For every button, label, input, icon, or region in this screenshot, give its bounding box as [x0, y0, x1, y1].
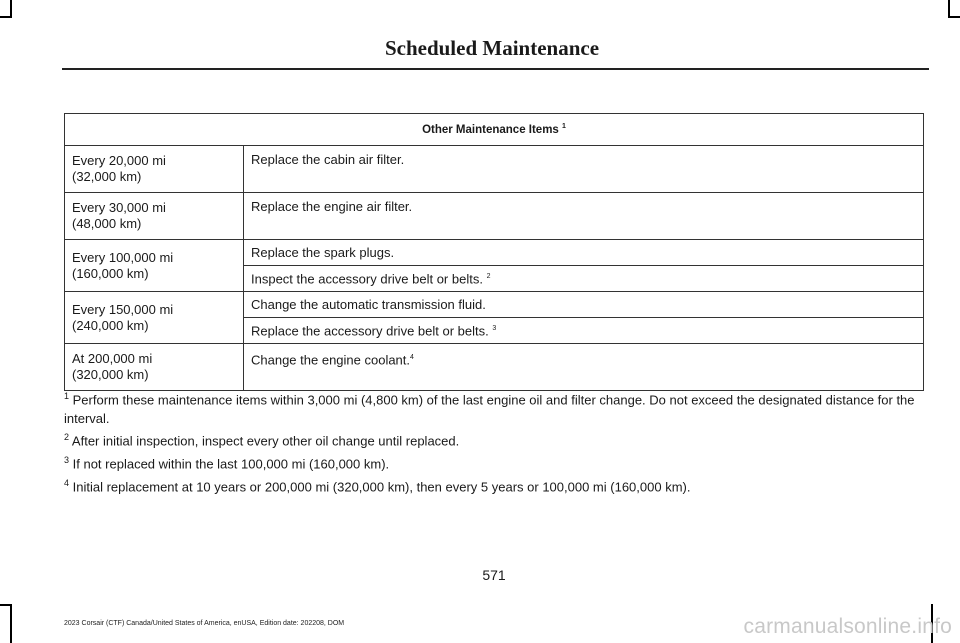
action-cell — [244, 146, 924, 193]
footer-edition-text: 2023 Corsair (CTF) Canada/United States of America, enUSA, Edition date: 202208, DOM — [64, 620, 345, 627]
footnote-text: After initial inspection, inspect every other oil change until replaced. — [71, 433, 460, 449]
crop-mark — [0, 16, 12, 18]
interval-km: (240,000 km) — [72, 317, 149, 333]
footnote — [64, 387, 930, 428]
action-cell — [244, 266, 924, 292]
table-row — [65, 146, 924, 193]
footnote-number: 1 — [64, 391, 70, 401]
footnote-ref: 3 — [492, 325, 497, 333]
footnote-number: 3 — [64, 455, 70, 466]
footnote — [64, 451, 930, 474]
interval-km: (48,000 km) — [72, 216, 142, 231]
footnote — [64, 428, 930, 451]
action-text: Change the automatic transmission fluid. — [251, 296, 486, 312]
footnote — [64, 474, 930, 497]
crop-mark — [948, 16, 960, 18]
action-text: Replace the accessory drive belt or belts. — [251, 323, 489, 339]
interval-km: (320,000 km) — [72, 367, 149, 382]
table-title-text: Other Maintenance Items — [422, 123, 559, 136]
interval-miles: Every 100,000 mi — [72, 249, 174, 265]
table-row — [65, 240, 924, 266]
crop-mark — [10, 0, 12, 17]
crop-mark — [0, 604, 12, 606]
action-text: Inspect the accessory drive belt or belts. — [251, 271, 483, 287]
table-row — [65, 292, 924, 318]
interval-miles: Every 20,000 mi — [72, 153, 166, 168]
page-number: 571 — [482, 567, 506, 583]
watermark: carmanualsonline.info — [743, 615, 952, 638]
footnotes — [64, 387, 930, 497]
interval-km: (160,000 km) — [72, 265, 149, 281]
action-cell — [244, 292, 924, 318]
table-row — [65, 344, 924, 391]
footnote-ref: 4 — [410, 354, 414, 361]
footnote-text: Perform these maintenance items within 3,000 mi (4,800 km) of the last engine oil and filter change. Do not exceed the designated distance for the interval. — [64, 392, 915, 426]
footnote-text: Initial replacement at 10 years or 200,000 mi (320,000 km), then every 5 years or 100,000 mi (160,000 km). — [72, 479, 691, 495]
table-header-row — [65, 114, 924, 146]
table-title — [65, 114, 924, 146]
table-row — [65, 193, 924, 240]
action-cell — [244, 318, 924, 344]
header-rule — [62, 68, 929, 70]
action-text: Replace the engine air filter. — [251, 199, 413, 214]
interval-miles: At 200,000 mi — [72, 351, 153, 366]
footnote-ref: 1 — [562, 123, 566, 131]
interval-cell — [65, 193, 244, 240]
action-cell — [244, 240, 924, 266]
crop-mark — [948, 0, 950, 17]
action-cell — [244, 344, 924, 391]
footnote-ref: 2 — [486, 273, 491, 281]
interval-cell — [65, 240, 244, 292]
interval-cell — [65, 146, 244, 193]
interval-miles: Every 30,000 mi — [72, 200, 166, 215]
interval-km: (32,000 km) — [72, 169, 142, 184]
action-text: Change the engine coolant. — [251, 352, 411, 368]
interval-miles: Every 150,000 mi — [72, 301, 174, 317]
interval-cell — [65, 344, 244, 391]
interval-cell — [65, 292, 244, 344]
crop-mark — [10, 604, 12, 643]
maintenance-table — [64, 113, 924, 391]
action-text: Replace the spark plugs. — [251, 244, 395, 260]
footnote-number: 2 — [64, 432, 70, 443]
action-text: Replace the cabin air filter. — [251, 152, 405, 167]
action-cell — [244, 193, 924, 240]
page-title: Scheduled Maintenance — [384, 36, 600, 60]
footnote-number: 4 — [64, 477, 70, 488]
footnote-text: If not replaced within the last 100,000 mi (160,000 km). — [72, 456, 390, 472]
